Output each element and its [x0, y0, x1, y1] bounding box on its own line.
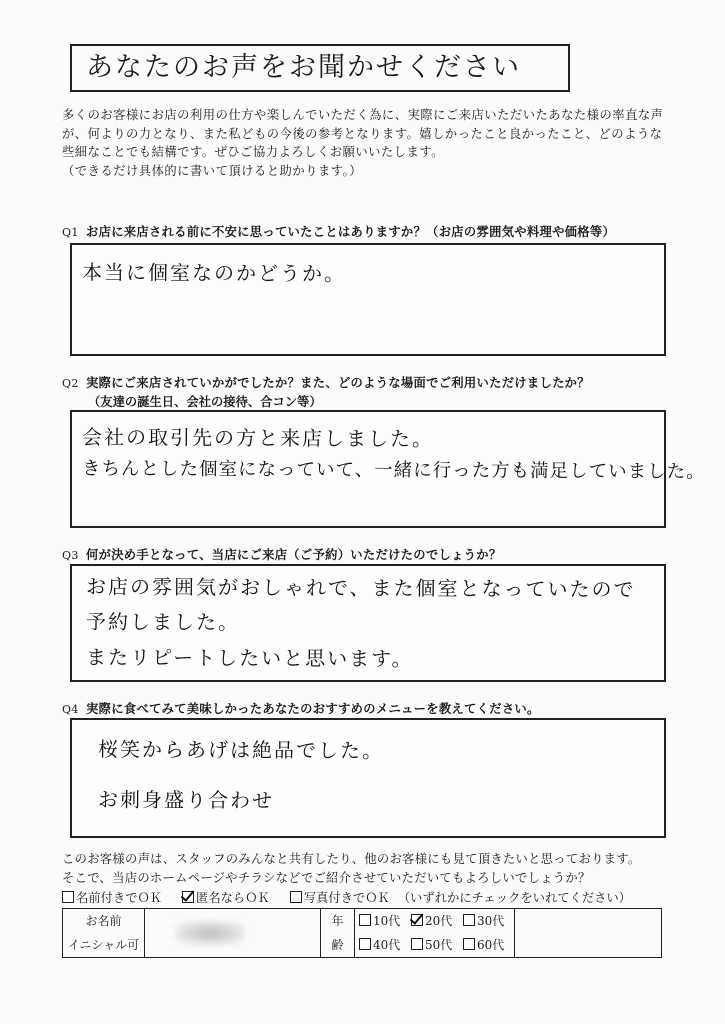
option-label: 名前付きでＯＫ	[76, 891, 163, 905]
question-number: Q2	[62, 377, 79, 390]
question-2	[62, 373, 590, 391]
question-number: Q3	[62, 549, 79, 562]
intro-text	[62, 106, 702, 180]
answer-box-3[interactable]	[70, 564, 666, 682]
question-text: 実際に食べてみて美味しかったあなたのおすすめのメニューを教えてください。	[86, 701, 540, 716]
question-3	[62, 545, 501, 563]
checkbox[interactable]	[411, 938, 423, 950]
age-label: 50代	[425, 938, 453, 952]
name-field[interactable]	[145, 909, 321, 957]
page-title: あなたのお声をお聞かせください	[70, 44, 570, 92]
answer-box-1[interactable]	[70, 243, 666, 356]
age-label-cell	[321, 909, 355, 957]
blank-cell	[515, 909, 661, 957]
name-label: お名前	[85, 914, 122, 928]
initial-label: イニシャル可	[67, 938, 140, 952]
checkbox[interactable]	[359, 938, 371, 950]
option-name-ok[interactable]	[62, 888, 162, 906]
handwritten-answer: 会社の取引先の方と来店しました。	[81, 425, 435, 451]
age-option[interactable]	[463, 909, 515, 933]
option-anonymous-ok[interactable]	[182, 888, 270, 906]
age-option[interactable]	[411, 933, 463, 957]
handwritten-answer: きちんとした個室になっていて、一緒に行った方も満足していました。	[81, 458, 706, 483]
blurred-name	[175, 921, 245, 945]
age-label: 40代	[373, 938, 401, 952]
checkbox[interactable]	[290, 891, 302, 903]
question-number: Q4	[62, 703, 79, 716]
handwritten-answer: お店の雰囲気がおしゃれで、また個室となっていたので	[85, 574, 636, 602]
option-note: （いずれかにチェックをいれてください）	[397, 891, 632, 905]
checkbox[interactable]	[359, 914, 371, 926]
question-text: 実際にご来店されていかがでしたか？また、どのような場面でご利用いただけましたか？	[86, 375, 590, 390]
age-option[interactable]	[411, 909, 463, 933]
checkbox-checked[interactable]	[411, 914, 423, 926]
age-label: 10代	[373, 914, 401, 928]
checkbox[interactable]	[463, 914, 475, 926]
question-text: 何が決め手となって、当店にご来店（ご予約）いただけたのでしょうか？	[86, 547, 502, 562]
consent-options	[62, 888, 631, 906]
option-label: 写真付きでＯＫ	[303, 891, 390, 905]
age-label: 60代	[477, 938, 505, 952]
intro-line: が、何よりの力となり、また私どもの今後の参考となります。嬉しかったこと良かったこと、どのような	[62, 126, 663, 141]
intro-line: 多くのお客様にお店の利用の仕方や楽しんでいただく為に、実際にご来店いただいたあなた様の率直な声	[62, 108, 664, 122]
age-option[interactable]	[463, 933, 515, 957]
handwritten-answer: またリピートしたいと思います。	[85, 645, 414, 671]
handwritten-answer: 桜笑からあげは絶品でした。	[97, 737, 385, 763]
option-photo-ok[interactable]	[290, 888, 390, 906]
question-hint: （友達の誕生日、会社の接待、合コン等）	[88, 394, 322, 409]
handwritten-answer: お刺身盛り合わせ	[97, 787, 275, 813]
age-label-2: 齢	[331, 938, 344, 952]
handwritten-answer: 予約しました。	[85, 609, 241, 635]
name-label-cell	[63, 909, 145, 957]
option-label: 匿名ならＯＫ	[196, 891, 270, 905]
respondent-info-table	[62, 908, 662, 958]
age-option[interactable]	[359, 933, 411, 957]
question-text: お店に来店される前に不安に思っていたことはありますか？（お店の雰囲気や料理や価格等）	[86, 224, 616, 239]
consent-line: このお客様の声は、スタッフのみんなと共有したり、他のお客様にも見て頂きたいと思っております。	[62, 852, 641, 866]
question-4	[62, 699, 540, 717]
age-label: 30代	[477, 914, 505, 928]
age-label: 20代	[425, 914, 453, 928]
age-options	[355, 909, 515, 957]
checkbox[interactable]	[463, 938, 475, 950]
age-label-1: 年	[331, 914, 344, 928]
age-option[interactable]	[359, 909, 411, 933]
answer-box-2[interactable]	[70, 410, 706, 528]
handwritten-answer: 本当に個室なのかどうか。	[81, 260, 347, 286]
answer-box-4[interactable]	[70, 718, 666, 838]
checkbox[interactable]	[62, 891, 74, 903]
checkbox-checked[interactable]	[182, 891, 194, 903]
consent-text	[62, 850, 640, 888]
question-number: Q1	[62, 226, 79, 239]
question-1	[62, 222, 615, 240]
intro-line: 些細なことでも結構です。ぜひご協力よろしくお願いいたします。	[62, 145, 444, 159]
intro-line: （できるだけ具体的に書いて頂けると助かります。）	[62, 163, 362, 178]
consent-line: そこで、当店のホームページやチラシなどでご紹介させていただいてもよろしいでしょうか？	[62, 871, 591, 885]
